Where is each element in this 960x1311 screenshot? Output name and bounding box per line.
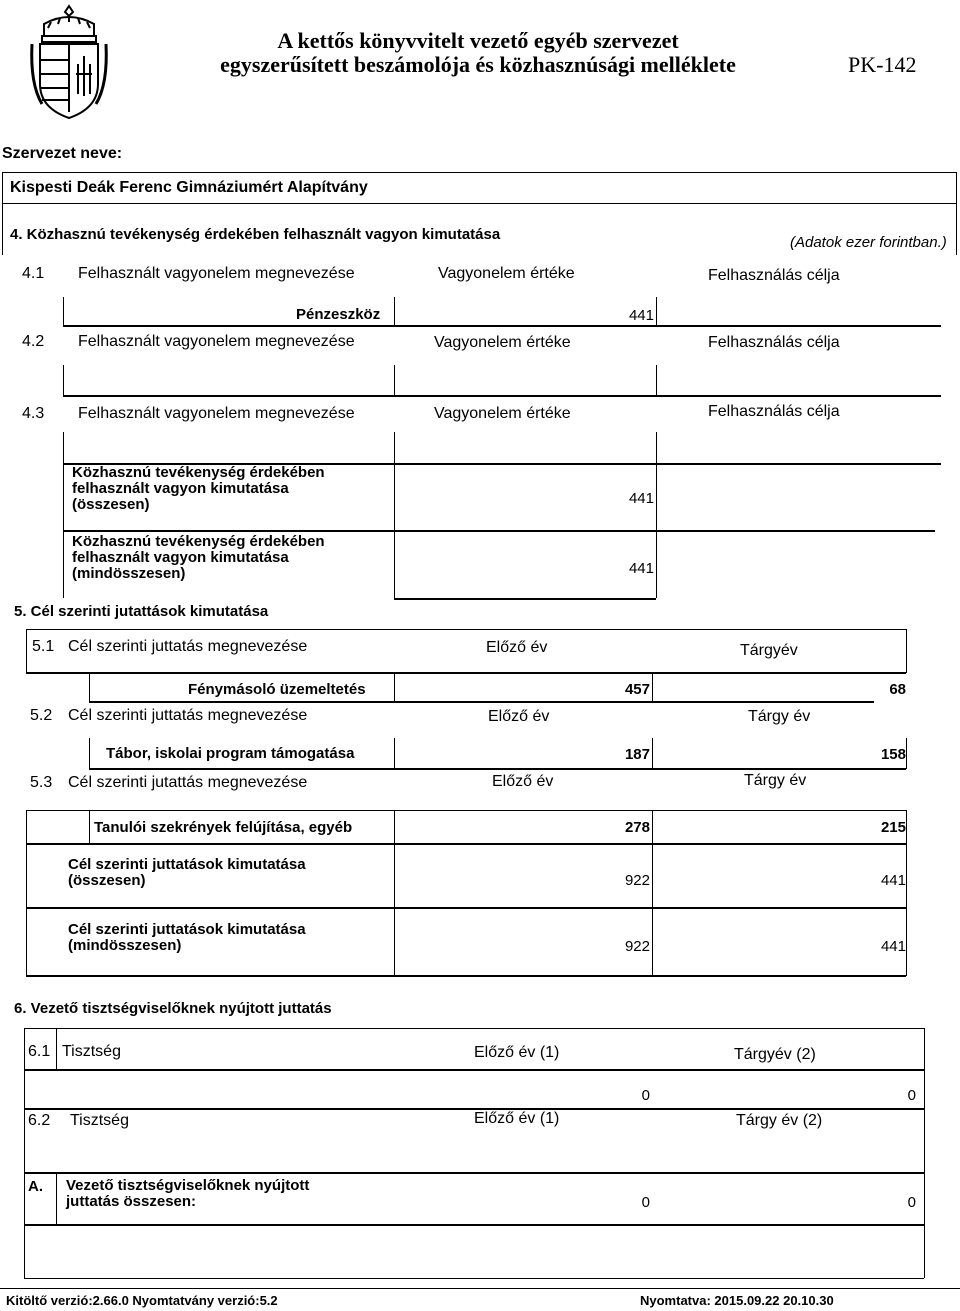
divider: [24, 1028, 924, 1029]
divider: [26, 810, 27, 976]
divider: [63, 297, 64, 326]
divider: [394, 365, 395, 395]
section5-title: 5. Cél szerinti jutattások kimutatása: [14, 603, 269, 620]
row-6-1-col1: Tisztség: [62, 1043, 121, 1060]
footer-version: Kitöltő verzió:2.66.0 Nyomtatvány verzió:5.2: [6, 1293, 278, 1308]
form-title-line-1: A kettős könyvvitelt vezető egyéb szervezet: [277, 28, 679, 53]
divider: [394, 672, 395, 702]
unit-note: (Adatok ezer forintban.): [790, 234, 947, 251]
divider: [24, 1224, 924, 1226]
divider: [0, 1288, 960, 1289]
divider: [26, 672, 906, 674]
divider: [26, 907, 906, 909]
divider: [26, 629, 906, 630]
footer-printed: Nyomtatva: 2015.09.22 20.10.30: [640, 1293, 834, 1308]
item-5-1-name: Fénymásoló üzemeltetés: [188, 681, 366, 698]
row-6-1-curr-value: 0: [907, 1087, 916, 1104]
row-5-3-col3: Tárgy év: [744, 772, 807, 789]
row-5-3-col2: Előző év: [492, 773, 554, 790]
divider: [906, 810, 907, 976]
item-5-3-name: Tanulói szekrények felújítása, egyéb: [94, 819, 353, 836]
divider: [394, 738, 395, 769]
row-4-1-col3: Felhasználás célja: [708, 267, 840, 284]
divider: [656, 463, 657, 531]
row-5-1-col1: Cél szerinti juttatás megnevezése: [68, 638, 308, 655]
divider: [56, 1028, 57, 1070]
item-5-1-prev: 457: [624, 681, 650, 698]
divider: [89, 672, 90, 702]
row-a-num: A.: [28, 1178, 43, 1195]
section4-grand-total-label: Közhasznú tevékenység érdekében felhasznált vagyon kimutatása (mindösszesen): [72, 533, 325, 582]
divider: [394, 463, 395, 531]
divider: [394, 530, 395, 598]
row-6-2-col1: Tisztség: [70, 1112, 129, 1129]
row-6-2-col2: Előző év (1): [474, 1110, 560, 1127]
row-4-1-col1: Felhasznált vagyonelem megnevezése: [78, 265, 355, 282]
org-name-label: Szervezet neve:: [2, 145, 123, 162]
divider: [26, 810, 906, 811]
row-5-2-num: 5.2: [30, 707, 53, 724]
divider: [89, 810, 90, 844]
row-4-3-col3: Felhasználás célja: [708, 403, 840, 420]
section5-grand-total-curr: 441: [880, 938, 906, 955]
section5-grand-total-prev: 922: [624, 938, 650, 955]
org-name-value: Kispesti Deák Ferenc Gimnáziumért Alapítvány: [10, 179, 368, 196]
form-code: PK-142: [848, 52, 917, 77]
divider: [26, 975, 906, 977]
row-a-label: Vezető tisztségviselőknek nyújtott juttatás összesen:: [66, 1177, 310, 1210]
row-4-2-col3: Felhasználás célja: [708, 334, 840, 351]
section4-grand-total-value: 441: [628, 560, 654, 577]
divider: [63, 432, 64, 464]
item-5-2-prev: 187: [624, 746, 650, 763]
divider: [394, 810, 395, 976]
row-4-3-num: 4.3: [22, 405, 45, 422]
item-5-3-curr: 215: [880, 819, 906, 836]
item-4-1-value: 441: [628, 307, 654, 324]
row-4-3-col1: Felhasznált vagyonelem megnevezése: [78, 405, 355, 422]
row-a-curr: 0: [907, 1194, 916, 1211]
row-6-2-num: 6.2: [28, 1112, 51, 1129]
divider: [24, 1278, 924, 1279]
section4-total-label: Közhasznú tevékenység érdekében felhasznált vagyon kimutatása (összesen): [72, 464, 325, 513]
divider: [63, 365, 64, 395]
divider: [24, 1069, 924, 1071]
divider: [89, 701, 874, 703]
divider: [24, 1172, 924, 1174]
divider: [394, 598, 656, 600]
form-title-line-2: egyszerűsített beszámolója és közhasznúsági melléklete: [220, 52, 736, 77]
row-4-1-col2: Vagyonelem értéke: [438, 265, 575, 282]
row-5-2-col3: Tárgy év: [748, 708, 811, 725]
divider: [924, 1028, 925, 1278]
divider: [26, 843, 906, 845]
row-5-2-col1: Cél szerinti juttatás megnevezése: [68, 707, 308, 724]
divider: [652, 672, 653, 702]
section5-grand-total-label: Cél szerinti juttatások kimutatása (mindösszesen): [68, 921, 306, 954]
item-5-3-prev: 278: [624, 819, 650, 836]
row-6-1-col3: Tárgyév (2): [734, 1046, 816, 1063]
row-4-2-col2: Vagyonelem értéke: [434, 334, 571, 351]
divider: [26, 629, 27, 673]
row-6-1-num: 6.1: [28, 1043, 51, 1060]
item-5-1-curr: 68: [889, 681, 906, 698]
row-6-1-col2: Előző év (1): [474, 1044, 560, 1061]
divider: [63, 325, 941, 327]
divider: [394, 432, 395, 464]
row-5-1-col2: Előző év: [486, 639, 548, 656]
divider: [652, 810, 653, 976]
row-6-1-prev-value: 0: [641, 1087, 650, 1104]
row-5-3-num: 5.3: [30, 774, 53, 791]
section4-title: 4. Közhasznú tevékenység érdekében felhasznált vagyon kimutatása: [10, 226, 501, 243]
row-4-3-col2: Vagyonelem értéke: [434, 405, 571, 422]
divider: [56, 1172, 57, 1224]
section5-total-label: Cél szerinti juttatások kimutatása (összesen): [68, 856, 306, 889]
row-a-prev: 0: [641, 1194, 650, 1211]
item-4-1-name: Pénzeszköz: [296, 306, 381, 323]
row-4-2-col1: Felhasznált vagyonelem megnevezése: [78, 333, 355, 350]
section5-total-prev: 922: [624, 872, 650, 889]
divider: [24, 1028, 25, 1278]
divider: [906, 629, 907, 673]
row-5-2-col2: Előző év: [488, 708, 550, 725]
section5-total-curr: 441: [880, 872, 906, 889]
divider: [63, 530, 935, 532]
divider: [906, 738, 907, 769]
divider: [656, 530, 657, 598]
divider: [656, 432, 657, 464]
divider: [394, 297, 395, 326]
row-5-1-num: 5.1: [32, 638, 55, 655]
divider: [63, 530, 64, 598]
row-5-1-col3: Tárgyév: [740, 642, 798, 659]
divider: [652, 738, 653, 769]
divider: [63, 395, 941, 397]
coat-of-arms-logo: [28, 4, 110, 122]
item-5-2-name: Tábor, iskolai program támogatása: [106, 745, 355, 762]
item-5-2-curr: 158: [880, 746, 906, 763]
divider: [89, 768, 906, 770]
row-6-2-col3: Tárgy év (2): [736, 1112, 823, 1129]
row-4-1-num: 4.1: [22, 265, 45, 282]
row-4-2-num: 4.2: [22, 333, 45, 350]
divider: [656, 297, 657, 326]
row-5-3-col1: Cél szerinti jutattás megnevezése: [68, 774, 308, 791]
section4-total-value: 441: [628, 490, 654, 507]
divider: [63, 463, 64, 531]
divider: [89, 738, 90, 769]
section6-title: 6. Vezető tisztségviselőknek nyújtott juttatás: [14, 1000, 332, 1017]
divider: [656, 365, 657, 395]
